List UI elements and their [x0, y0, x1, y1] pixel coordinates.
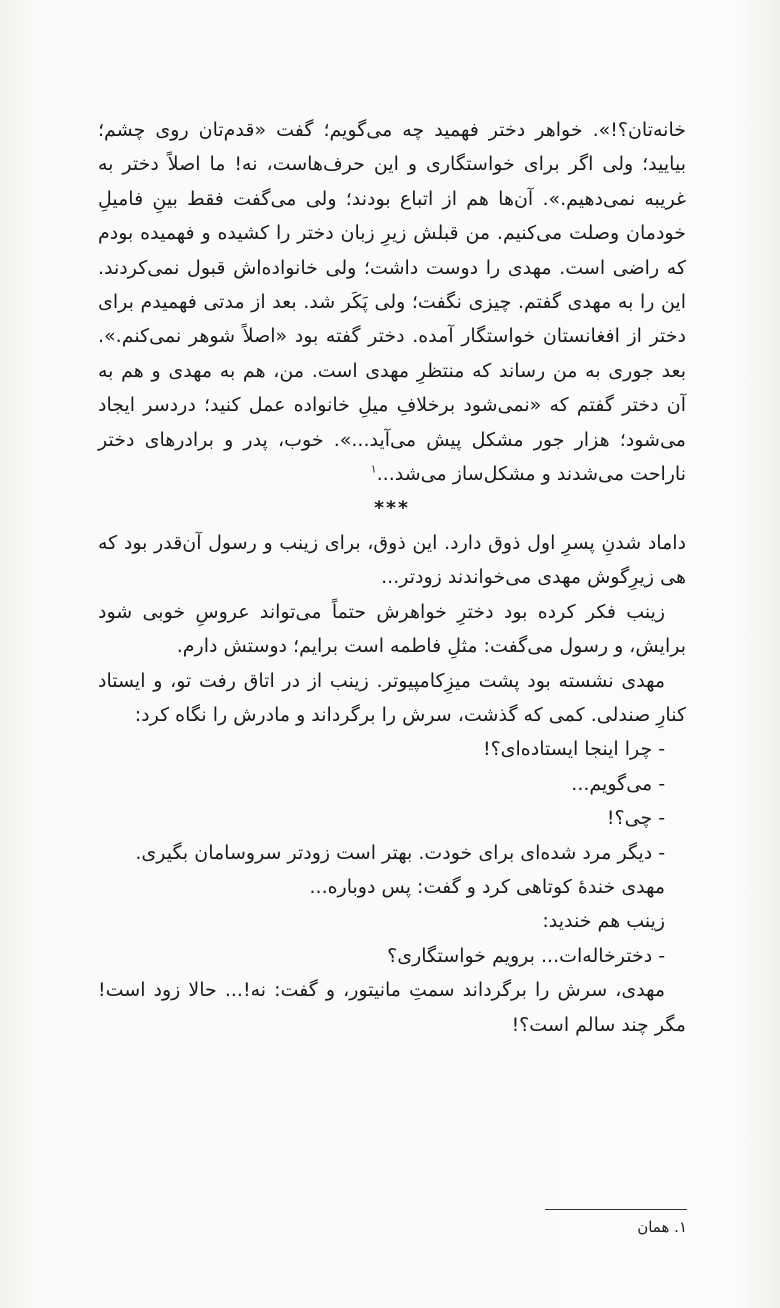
- section-separator: [98, 491, 686, 525]
- footnote: ۱. همان: [637, 1218, 687, 1236]
- paragraph-text: زینب هم خندید:: [542, 910, 666, 933]
- body-text: [98, 113, 686, 1042]
- paragraph: [98, 113, 686, 491]
- paragraph: [98, 732, 686, 766]
- paragraph-text: - چی؟!: [606, 807, 666, 830]
- paragraph: [98, 801, 686, 835]
- paragraph-text: مهدی، سرش را برگرداند سمتِ مانیتور، و گفت: نه!... حالا زود است! مگر چند سالم است؟!: [98, 979, 686, 1036]
- footnote-divider: [545, 1209, 687, 1210]
- paragraph-text: - دخترخاله‌ات... برویم خواستگاری؟: [387, 944, 666, 967]
- paragraph: [98, 595, 686, 664]
- paragraph: [98, 836, 686, 870]
- paragraph-text: - می‌گویم...: [571, 772, 666, 795]
- paragraph-text: مهدی خندهٔ کوتاهی کرد و گفت: پس دوباره...: [309, 875, 666, 898]
- paragraph: [98, 870, 686, 904]
- paragraph: [98, 939, 686, 973]
- paragraph: [98, 904, 686, 938]
- paragraph: [98, 664, 686, 733]
- paragraph-text: خانه‌تان؟!». خواهر دختر فهمید چه می‌گویم؛ گفت «قدم‌تان روی چشم؛ بیایید؛ ولی اگر برای خواستگاری و این حرف‌هاست، نه! ما اصلاً دختر به غریبه نمی‌دهیم.». آن‌ها هم از اتباع بودند؛ ولی می‌گفت فقط بینِ فامیلِ خودمان وصلت می‌کنیم. من قبلش زیرِ زبان دختر را کشیده و فهمیده بودم که راضی است. مهدی را دوست داشت؛ ولی خانواده‌اش قبول نمی‌کردند. این را به مهدی گفتم. چیزی نگفت؛ ولی پَکَر شد. بعد از مدتی فهمیدم برای دختر از افغانستان خواستگار آمده. دختر گفته بود «اصلاً شوهر نمی‌کنم.». بعد جوری به من رساند که منتظرِ مهدی است. من، هم به مهدی و هم به آن دختر گفتم که «نمی‌شود برخلافِ میلِ خانواده عمل کنید؛ دردسر ایجاد می‌شود؛ هزار جور مشکل پیش می‌آید...». خوب، پدر و برادرهای دختر ناراحت می‌شدند و مشکل‌ساز می‌شد...: [98, 119, 686, 486]
- paragraph-text: مهدی نشسته بود پشت میزِکامپیوتر. زینب از در اتاق رفت تو، و ایستاد کنارِ صندلی. کمی که گذشت، سرش را برگرداند و مادرش را نگاه کرد:: [98, 669, 686, 726]
- paragraph-text: زینب فکر کرده بود دخترِ خواهرش حتماً می‌تواند عروسِ خوبی شود برایش، و رسول می‌گفت: مثلِ فاطمه است برایم؛ دوستش دارم.: [98, 600, 686, 658]
- footnote-ref: ۱: [370, 462, 377, 476]
- paragraph-text: داماد شدنِ پسرِ اول ذوق دارد. این ذوق، برای زینب و رسول آن‌قدر بود که هی زیرِگوش مهدی می‌خواندند زودتر...: [98, 531, 686, 589]
- paragraph: [98, 526, 686, 595]
- paragraph: [98, 973, 686, 1042]
- paragraph-text: ***: [374, 497, 410, 520]
- paragraph-text: - چرا اینجا ایستاده‌ای؟!: [482, 738, 666, 761]
- paragraph-text: - دیگر مرد شده‌ای برای خودت. بهتر است زودتر سروسامان بگیری.: [135, 841, 666, 864]
- paragraph: [98, 767, 686, 801]
